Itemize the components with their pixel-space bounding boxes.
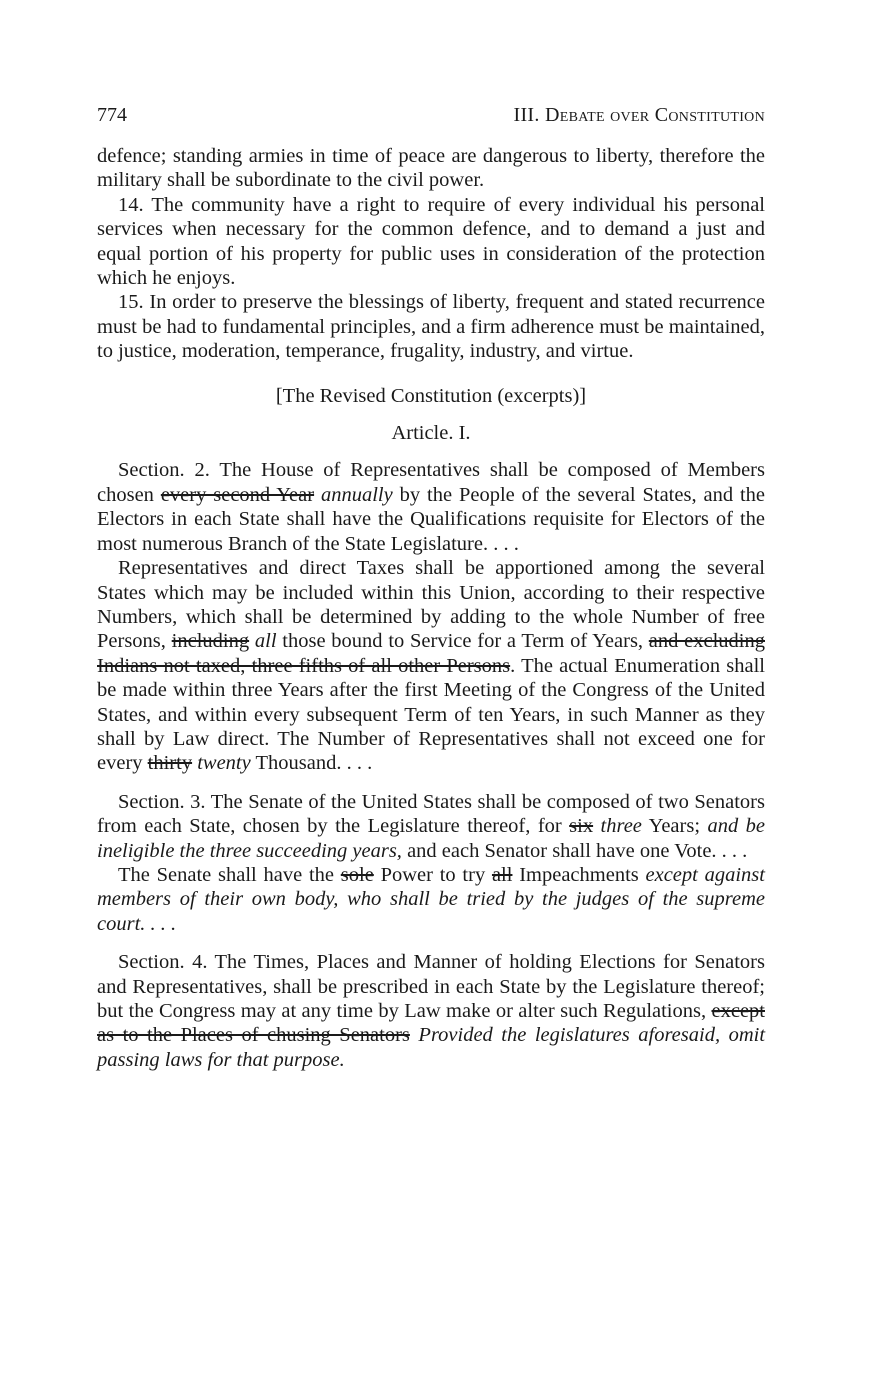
struck-text: and excluding Indians not taxed, three fifths of all other Persons <box>97 630 765 677</box>
paragraph-15: 15. In order to preserve the blessings of liberty, frequent and stated recurrence must be had to fundamental principles, and a firm adherence must be maintained, to justice, moderation, temperance, frugality, industry, and virtue. <box>97 291 765 363</box>
text-run: and each Senator shall have one Vote. . . . <box>401 839 748 862</box>
inserted-text: three <box>600 815 642 838</box>
struck-text: except as to the Places of chusing Senators <box>97 1000 765 1047</box>
text-run: Representatives and direct Taxes shall be apportioned among the several States which may be included within this Union, according to their respective Numbers, which shall be determined by adding to the whole Number of free Persons, <box>97 557 765 653</box>
inserted-text: and be ineligible the three succeeding years, <box>97 815 765 862</box>
section-3-paragraph-2 <box>97 863 765 936</box>
running-head-word-debate: ebate over <box>559 104 650 126</box>
text-run: Impeachments <box>512 863 646 886</box>
struck-text: all <box>491 863 513 886</box>
section-2-paragraph-2 <box>97 556 765 776</box>
running-head-prefix: III. D <box>513 104 560 126</box>
running-head-word-constitution: onstitution <box>668 104 765 126</box>
struck-text: including <box>171 630 250 653</box>
text-run: by the People of the several States, and the Electors in each State shall have the Qualifications requisite for Electors of the most numerous Branch of the State Legislature. . . . <box>97 483 766 555</box>
text-run: . The actual Enumeration shall be made within three Years after the first Meeting of the Congress of the United States, and within every subsequent Term of ten Years, in such Manner as they shall by Law direct. The Number of Representatives shall not exceed one for every <box>97 654 765 775</box>
page-header <box>97 104 765 144</box>
text-run: Power to try <box>373 863 492 886</box>
section-3 <box>97 790 765 936</box>
section-2-paragraph-1 <box>97 458 765 556</box>
text-run: Section. 3. The Senate of the United States shall be composed of two Senators from each State, chosen by the Legislature thereof, for <box>97 790 765 838</box>
inserted-text: annually <box>320 483 393 506</box>
inserted-text: except against members of their own body, who shall be tried by the judges of the supreme court. . . . <box>97 863 765 935</box>
section-3-paragraph-1 <box>97 790 765 863</box>
inserted-text: Provided the legislatures aforesaid, omit passing laws for that purpose. <box>97 1024 766 1071</box>
document-page <box>97 104 765 1072</box>
section-title-revised-constitution: [The Revised Constitution (excerpts)] <box>275 384 587 407</box>
inserted-text: all <box>254 630 277 653</box>
struck-text: thirty <box>147 752 193 775</box>
paragraph-defence: defence; standing armies in time of peace are dangerous to liberty, therefore the military shall be subordinate to the civil power. <box>97 145 765 192</box>
section-4-paragraph-1 <box>97 950 765 1072</box>
article-heading: Article. I. <box>391 422 471 445</box>
section-2 <box>97 458 765 775</box>
struck-text: every second Year <box>160 483 315 506</box>
running-head-initial-c: C <box>654 104 669 126</box>
page-number: 774 <box>97 104 127 126</box>
space <box>314 484 321 506</box>
struck-text: six <box>569 815 594 838</box>
text-run: Section. 4. The Times, Places and Manner of holding Elections for Senators and Representatives, shall be prescribed in each State by the Legislature thereof; but the Congress may at any time by Law make or alter such Regulations, <box>97 951 765 1022</box>
struck-text: sole <box>340 863 374 886</box>
inserted-text: twenty <box>197 752 251 775</box>
text-run: Thousand. . . . <box>250 752 373 775</box>
text-run: The Senate shall have the <box>118 863 341 886</box>
section-4 <box>97 950 765 1072</box>
running-head <box>514 104 765 127</box>
text-run: Section. 2. The House of Representatives shall be composed of Members chosen <box>97 459 765 506</box>
text-run: those bound to Service for a Term of Years, <box>276 630 649 653</box>
text-run: Years; <box>641 815 708 838</box>
space <box>593 815 600 837</box>
paragraph-14: 14. The community have a right to require of every individual his personal services when necessary for the common defence, and to demand a just and equal portion of his property for public uses in consideration of the protection which he enjoys. <box>97 193 765 290</box>
body-text <box>97 144 765 364</box>
